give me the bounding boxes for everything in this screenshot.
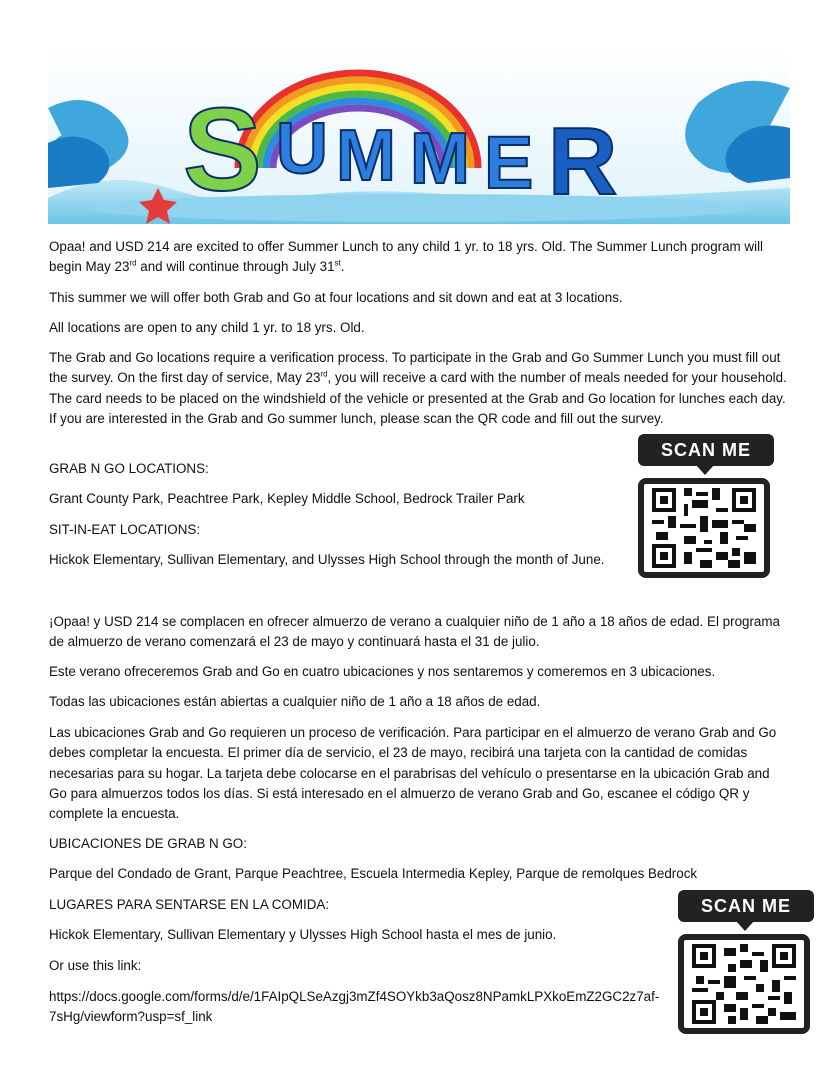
svg-text:M: M [336,116,396,196]
spanish-intro: ¡Opaa! y USD 214 se complacen en ofrecer almuerzo de verano a cualquier niño de 1 año a 18 años de edad. El programa de almuerzo de verano comenzará el 23 de mayo y continuará hasta el 31 de julio. [49,614,780,650]
spanish-open: Todas las ubicaciones están abiertas a cualquier niño de 1 año a 18 años de edad. [49,694,541,709]
spanish-grab-heading: UBICACIONES DE GRAB N GO: [49,836,247,851]
scan-me-label: SCAN ME [678,890,814,922]
english-offer: This summer we will offer both Grab and Go at four locations and sit down and eat at 3 locations. [49,290,623,305]
qr-code-english[interactable] [638,434,774,578]
svg-text:R: R [548,108,618,215]
spanish-sit-heading: LUGARES PARA SENTARSE EN LA COMIDA: [49,897,330,912]
qr-code-icon [652,488,756,568]
sit-in-eat-heading: SIT-IN-EAT LOCATIONS: [49,522,201,537]
qr-frame [638,478,770,578]
svg-text:U: U [276,109,328,189]
spanish-offer: Este verano ofreceremos Grab and Go en cuatro ubicaciones y nos sentaremos y comeremos en 3 ubicaciones. [49,664,716,679]
spanish-sit-locations: Hickok Elementary, Sullivan Elementary y Ulysses High School hasta el mes de junio. [49,927,557,942]
english-intro: Opaa! and USD 214 are excited to offer Summer Lunch to any child 1 yr. to 18 yrs. Old. The Summer Lunch program will begin May 23rd and will continue through July 31st. [49,239,764,275]
spanish-grab-locations: Parque del Condado de Grant, Parque Peachtree, Escuela Intermedia Kepley, Parque de remolques Bedrock [49,866,698,881]
qr-code-icon [692,944,796,1024]
or-link-label: Or use this link: [49,958,142,973]
summer-banner-art [48,48,790,224]
svg-text:M: M [410,119,470,199]
qr-frame [678,934,810,1034]
spanish-verification: Las ubicaciones Grab and Go requieren un proceso de verificación. Para participar en el almuerzo de verano Grab and Go debes completar la encuesta. El primer día de servicio, el 23 de mayo, recibirá una tarjeta con la cantidad de comidas necesarias para su hogar. La tarjeta debe colocarse en el parabrisas del vehículo o presentarse en la ubicación Grab and Go para almuerzos todos los días. Si está interesado en el almuerzo de verano Grab and Go, escanee el código QR y complete la encuesta. [49,725,777,822]
sit-in-eat-locations: Hickok Elementary, Sullivan Elementary, and Ulysses High School through the month of June. [49,552,605,567]
grab-n-go-locations: Grant County Park, Peachtree Park, Kepley Middle School, Bedrock Trailer Park [49,491,525,506]
svg-text:E: E [484,121,534,204]
english-open: All locations are open to any child 1 yr. to 18 yrs. Old. [49,320,365,335]
grab-n-go-heading: GRAB N GO LOCATIONS: [49,461,209,476]
survey-link[interactable]: https://docs.google.com/forms/d/e/1FAIpQLSeAzgj3mZf4SOYkb3aQosz8NPamkLPXkoEmZ2GC2z7af-7sHg/viewform?usp=sf_link [49,989,660,1025]
qr-code-spanish[interactable] [678,890,814,1034]
scan-me-label: SCAN ME [638,434,774,466]
english-verification: The Grab and Go locations require a verification process. To participate in the Grab and Go Summer Lunch you must fill out the survey. On the first day of service, May 23rd, you will receive a card with the number of meals needed for your household. The card needs to be placed on the windshield of the vehicle or presented at the Grab and Go location for lunches each day. If you are interested in the Grab and Go summer lunch, please scan the QR code and fill out the survey. [49,350,787,426]
summer-banner [48,48,790,224]
svg-text:S: S [183,84,262,216]
